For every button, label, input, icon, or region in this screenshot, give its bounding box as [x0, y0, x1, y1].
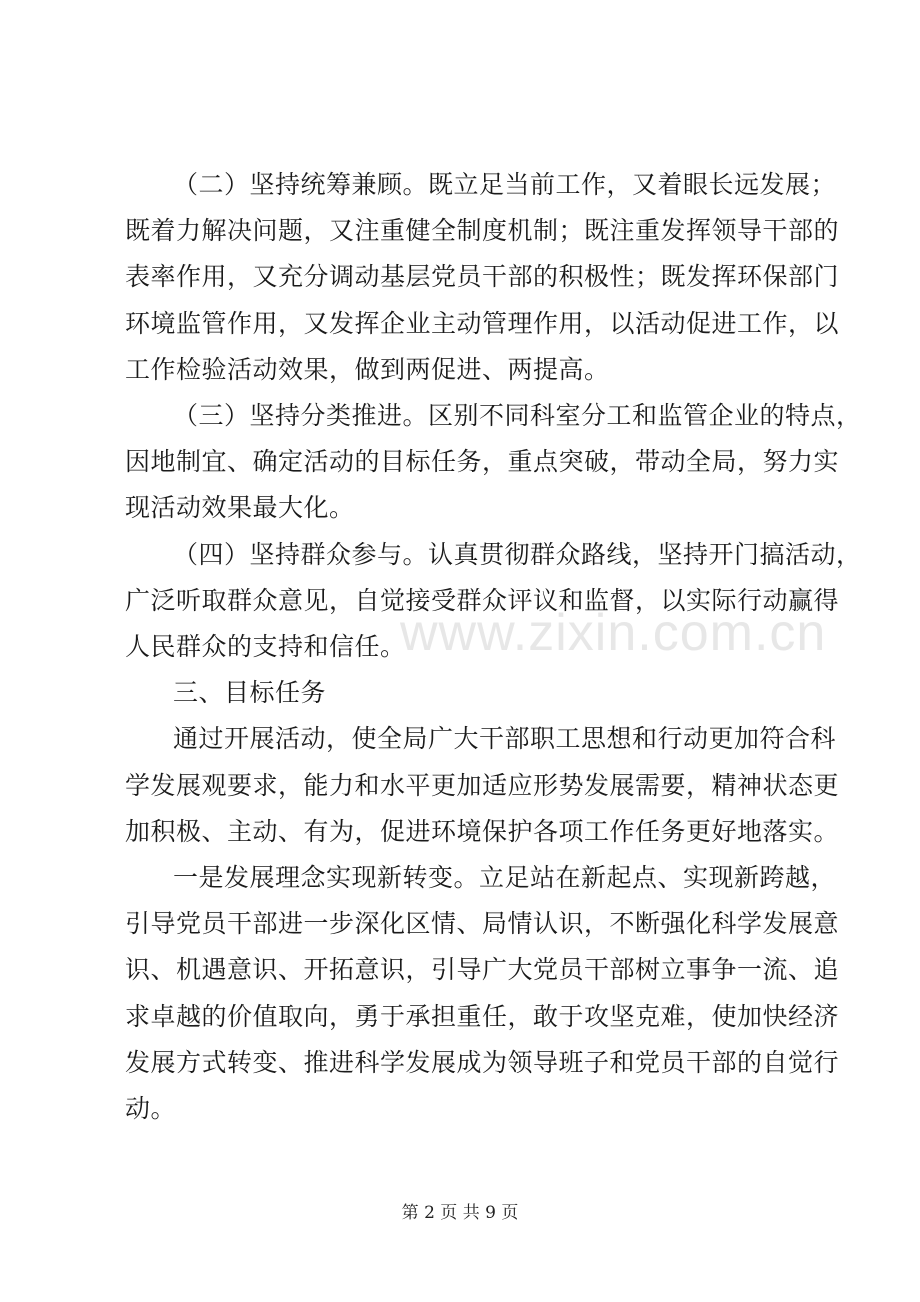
- page-footer: 第 2 页 共 9 页: [401, 1203, 519, 1223]
- text-line: 环境监管作用，又发挥企业主动管理作用，以活动促进工作，以: [125, 308, 840, 338]
- text-line: 三、目标任务: [173, 678, 327, 708]
- text-line: 发展方式转变、推进科学发展成为领导班子和党员干部的自觉行: [125, 1047, 840, 1077]
- text-line: 现活动效果最大化。: [125, 493, 355, 523]
- text-line: 加积极、主动、有为，促进环境保护各项工作任务更好地落实。: [125, 816, 840, 846]
- text-line: 学发展观要求，能力和水平更加适应形势发展需要，精神状态更: [125, 770, 840, 800]
- text-line: 因地制宜、确定活动的目标任务，重点突破，带动全局，努力实: [125, 447, 840, 477]
- watermark: www.zixin.com.cn: [400, 604, 827, 662]
- text-line: 工作检验活动效果，做到两促进、两提高。: [125, 354, 610, 384]
- text-line: 人民群众的支持和信任。: [125, 632, 406, 661]
- text-line: 求卓越的价值取向，勇于承担重任，敢于攻坚克难，使加快经济: [125, 1001, 840, 1031]
- text-line: 动。: [125, 1094, 177, 1123]
- text-line: 引导党员干部进一步深化区情、局情认识，不断强化科学发展意: [125, 909, 840, 939]
- text-line: （四）坚持群众参与。认真贯彻群众路线，坚持开门搞活动，: [173, 539, 862, 569]
- text-line: 通过开展活动，使全局广大干部职工思想和行动更加符合科: [173, 724, 837, 754]
- text-line: 识、机遇意识、开拓意识，引导广大党员干部树立事争一流、追: [125, 955, 840, 985]
- text-line: 一是发展理念实现新转变。立足站在新起点、实现新跨越，: [173, 863, 837, 892]
- text-line: 广泛听取群众意见，自觉接受群众评议和监督，以实际行动赢得: [125, 585, 840, 615]
- text-line: 既着力解决问题，又注重健全制度机制；既注重发挥领导干部的: [125, 216, 840, 246]
- text-line: （二）坚持统筹兼顾。既立足当前工作，又着眼长远发展；: [173, 170, 837, 199]
- text-line: （三）坚持分类推进。区别不同科室分工和监管企业的特点，: [173, 401, 862, 430]
- text-line: 表率作用，又充分调动基层党员干部的积极性；既发挥环保部门: [125, 262, 840, 292]
